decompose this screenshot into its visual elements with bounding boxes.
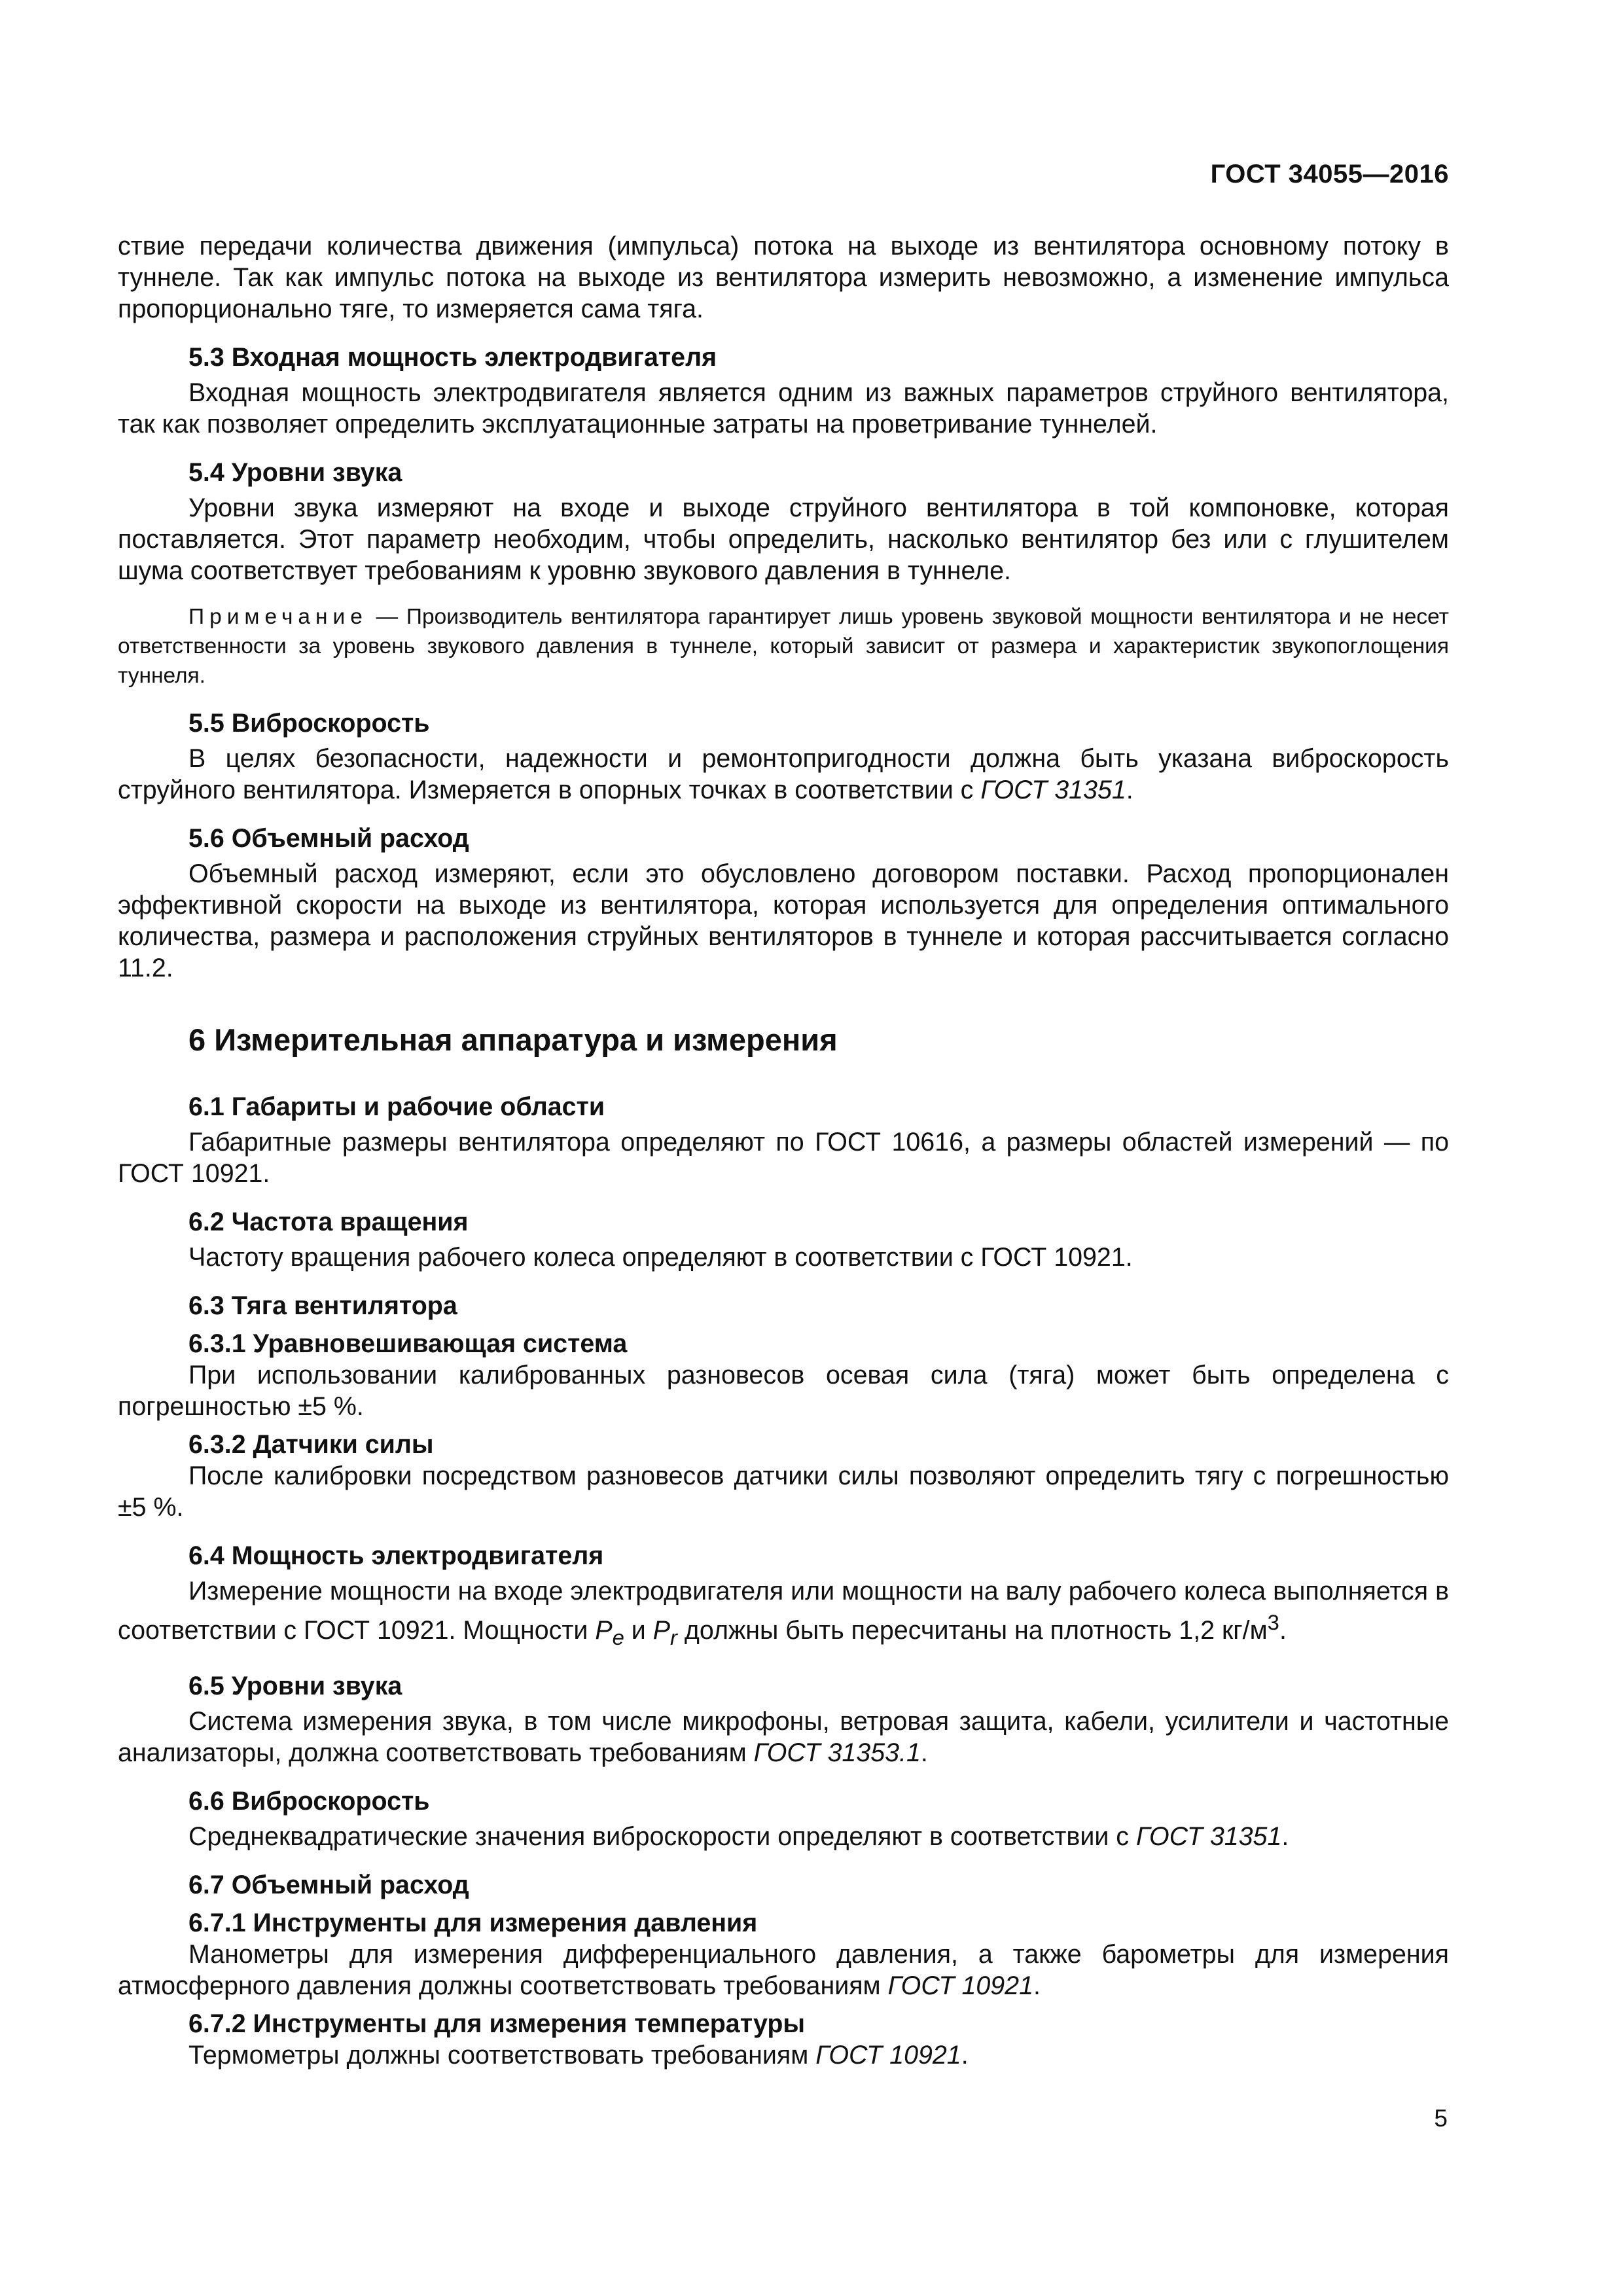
heading-6-4: 6.4 Мощность электродвигателя	[188, 1541, 604, 1570]
heading-6-7: 6.7 Объемный расход	[188, 1871, 469, 1899]
text-part: должны быть пересчитаны на плотность 1,2 кг/м	[677, 1616, 1268, 1645]
page-number: 5	[1434, 2105, 1448, 2132]
text-part: .	[920, 1738, 928, 1767]
paragraph-5-5	[118, 743, 1449, 806]
paragraph-6-7-2	[118, 2039, 1449, 2071]
paragraph-6-7-1	[118, 1939, 1449, 2001]
paragraph-continued: ствие передачи количества движения (импульса) потока на выходе из вентилятора основному потоку в туннеле. Так как импульс потока на выходе из вентилятора измерить невозможно, а изменение импульса пропорционально тяге, то измеряется сама тяга.	[118, 232, 1449, 323]
page-body	[118, 230, 1449, 2071]
heading-5-6: 5.6 Объемный расход	[188, 824, 469, 853]
heading-6-3-1: 6.3.1 Уравновешивающая система	[188, 1329, 628, 1358]
text-part: В целях безопасности, надежности и ремонтопригодности должна быть указана виброскорость струйного вентилятора. Измеряется в опорных точках в соответствии с	[118, 744, 1449, 804]
paragraph-6-2: Частоту вращения рабочего колеса определяют в соответствии с ГОСТ 10921.	[188, 1243, 1133, 1272]
note-text: — Производитель вентилятора гарантирует лишь уровень звуковой мощности вентилятора и не несет ответственности за уровень звукового давления в туннеле, который зависит от размера и характеристик звукопоглощения туннеля.	[118, 605, 1449, 688]
heading-6-3-2: 6.3.2 Датчики силы	[188, 1430, 434, 1459]
paragraph-5-3: Входная мощность электродвигателя является одним из важных параметров струйного вентилятора, так как позволяет определить эксплуатационные затраты на проветривание туннелей.	[118, 378, 1449, 439]
subscript-r: r	[670, 1625, 677, 1649]
paragraph-6-6	[118, 1821, 1449, 1852]
standard-reference: ГОСТ 10921	[815, 2041, 961, 2070]
heading-5-4: 5.4 Уровни звука	[188, 458, 402, 487]
paragraph-5-6: Объемный расход измеряют, если это обусловлено договором поставки. Расход пропорционален эффективной скорости на выходе из вентилятора, которая используется для определения оптимального количества, размера и расположения струйных вентиляторов в туннеле и которая рассчитывается согласно 11.2.	[118, 859, 1449, 982]
paragraph-6-5	[118, 1706, 1449, 1768]
standard-reference: ГОСТ 31353.1	[753, 1738, 921, 1767]
superscript-3: 3	[1267, 1610, 1279, 1634]
heading-6-7-2: 6.7.2 Инструменты для измерения температуры	[188, 2009, 806, 2038]
text-part: .	[961, 2041, 969, 2070]
heading-6-3: 6.3 Тяга вентилятора	[188, 1291, 457, 1320]
paragraph-6-4	[118, 1575, 1449, 1653]
standard-reference: ГОСТ 31351	[980, 776, 1126, 804]
standard-reference: ГОСТ 10921	[887, 1971, 1033, 2000]
heading-5-5: 5.5 Виброскорость	[188, 709, 430, 738]
text-part: Измерение мощности на входе электродвигателя или мощности на валу рабочего колеса выполняется в соответствии с ГОСТ 10921. Мощности	[118, 1577, 1449, 1645]
text-part: .	[1033, 1971, 1041, 2000]
paragraph-6-3-1: При использовании калиброванных разновесов осевая сила (тяга) может быть определена с погрешностью ±5 %.	[118, 1361, 1449, 1421]
heading-6-5: 6.5 Уровни звука	[188, 1672, 402, 1700]
text-part: .	[1281, 1822, 1289, 1851]
document-code: ГОСТ 34055—2016	[1210, 160, 1449, 188]
standard-reference: ГОСТ 31351	[1135, 1822, 1282, 1851]
text-part: и	[624, 1616, 653, 1645]
heading-6-7-1: 6.7.1 Инструменты для измерения давления	[188, 1909, 758, 1937]
paragraph-5-4: Уровни звука измеряют на входе и выходе струйного вентилятора в той компоновке, которая поставляется. Этот параметр необходим, чтобы определить, насколько вентилятор без или с глушителем шума соответствует требованиям к уровню звукового давления в туннеле.	[118, 493, 1449, 585]
symbol-p: P	[595, 1616, 613, 1645]
heading-5-3: 5.3 Входная мощность электродвигателя	[188, 343, 717, 372]
heading-6-6: 6.6 Виброскорость	[188, 1787, 430, 1816]
heading-6-1: 6.1 Габариты и рабочие области	[188, 1092, 605, 1121]
symbol-p: P	[652, 1616, 671, 1645]
text-part: Манометры для измерения дифференциального давления, а также барометры для измерения атмосферного давления должны соответствовать требованиям	[118, 1940, 1449, 2000]
text-part: Среднеквадратические значения виброскорости определяют в соответствии с	[188, 1822, 1136, 1851]
heading-6-2: 6.2 Частота вращения	[188, 1208, 469, 1236]
section-heading-6: 6 Измерительная аппаратура и измерения	[188, 1022, 838, 1057]
text-part: .	[1126, 776, 1133, 804]
paragraph-6-3-2: После калибровки посредством разновесов датчики силы позволяют определить тягу с погрешностью ±5 %.	[118, 1462, 1449, 1522]
note-label: Примечание	[188, 605, 368, 629]
paragraph-6-1: Габаритные размеры вентилятора определяют по ГОСТ 10616, а размеры областей измерений — по ГОСТ 10921.	[118, 1128, 1449, 1188]
subscript-e: e	[612, 1625, 624, 1649]
text-part: Термометры должны соответствовать требованиям	[188, 2041, 816, 2070]
text-part: Система измерения звука, в том числе микрофоны, ветровая защита, кабели, усилители и частотные анализаторы, должна соответствовать требованиям	[118, 1707, 1449, 1767]
note	[118, 602, 1449, 691]
text-part: .	[1279, 1616, 1287, 1645]
